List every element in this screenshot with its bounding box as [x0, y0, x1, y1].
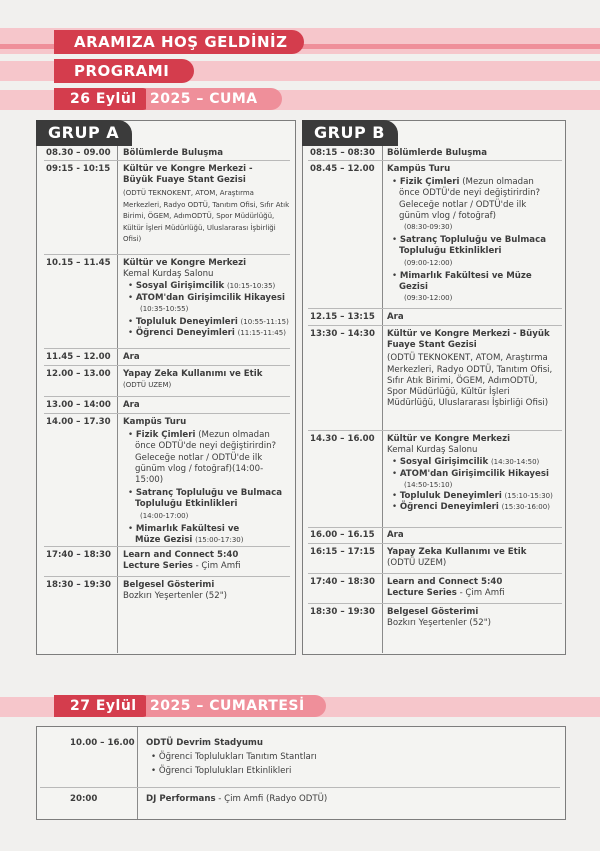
- time-label: 12.15 – 13:15: [310, 312, 375, 322]
- event-title: Bölümlerde Buluşma: [123, 148, 224, 158]
- row-separator: [44, 348, 290, 349]
- time-label: 13.00 – 14:00: [46, 400, 111, 410]
- row-separator: [40, 787, 560, 788]
- session-item: • Öğrenci Deneyimleri (15:30-16:00): [387, 502, 559, 513]
- row-separator: [308, 430, 562, 431]
- session-item: • Sosyal Girişimcilik (10:15-10:35): [123, 281, 293, 292]
- time-label: 20:00: [70, 794, 98, 804]
- event-title: Kampüs Turu: [123, 417, 187, 427]
- row-separator: [44, 365, 290, 366]
- row-separator: [44, 576, 290, 577]
- session-item: • Sosyal Girişimcilik (14:30-14:50): [387, 457, 559, 468]
- time-label: 08.45 – 12.00: [310, 164, 375, 174]
- row-separator: [308, 160, 562, 161]
- session-item: • Mimarlık Fakültesi ve Müze Gezisi (09:30-12:00): [387, 271, 555, 305]
- event-title: Belgesel Gösterimi: [387, 607, 479, 617]
- event-title-2: Lecture Series - Çim Amfi: [387, 588, 505, 599]
- time-label: 16.00 – 16.15: [310, 530, 375, 540]
- row-separator: [308, 603, 562, 604]
- grup-b-divider: [382, 146, 383, 653]
- day2-divider: [137, 727, 138, 819]
- time-label: 08:15 – 08:30: [310, 148, 375, 158]
- grup-b-header: GRUP B: [302, 120, 398, 146]
- time-label: 11.45 – 12.00: [46, 352, 111, 362]
- row-separator: [44, 396, 290, 397]
- program-title: PROGRAMI: [74, 62, 170, 80]
- time-label: 18:30 – 19:30: [310, 607, 375, 617]
- time-label: 10.15 – 11.45: [46, 258, 111, 268]
- session-item: • Öğrenci Toplulukları Tanıtım Stantları: [146, 752, 446, 763]
- event-title: Yapay Zeka Kullanımı ve Etik: [387, 547, 527, 557]
- event-title: Kültür ve Kongre Merkezi - Büyük Fuaye Stant Gezisi: [387, 329, 550, 351]
- day2-weekday: 2025 – CUMARTESİ: [150, 698, 305, 714]
- session-item: • Öğrenci Toplulukları Etkinlikleri: [146, 766, 446, 777]
- event-note: (ODTÜ TEKNOKENT, ATOM, Araştırma Merkezleri, Radyo ODTÜ, Tanıtım Ofisi, Sıfır Atık Birimi, ÖGEM, AdımODTÜ, Spor Müdürlüğü, Kültür İşleri Müdürlüğü, Uluslararası İşbirliği Ofisi): [123, 189, 290, 244]
- session-item: • ATOM'dan Girişimcilik Hikayesi (14:50-15:10): [387, 469, 559, 491]
- row-separator: [308, 308, 562, 309]
- welcome-title: ARAMIZA HOŞ GELDİNİZ: [74, 33, 288, 51]
- event-note: Bozkırı Yeşertenler (52"): [387, 618, 492, 629]
- day1-date: 26 Eylül: [70, 91, 137, 107]
- session-item: • Öğrenci Deneyimleri (11:15-11:45): [123, 328, 293, 339]
- event-title: Learn and Connect 5:40: [123, 550, 239, 560]
- time-label: 08.30 – 09.00: [46, 148, 111, 158]
- event-title-2: Büyük Fuaye Stant Gezisi: [123, 175, 246, 186]
- event-title: DJ Performans: [146, 794, 216, 804]
- event-note: (ODTÜ UZEM): [387, 558, 447, 569]
- time-label: 10.00 – 16.00: [70, 738, 135, 748]
- row-separator: [44, 254, 290, 255]
- time-label: 17:40 – 18:30: [46, 550, 111, 560]
- time-label: 14.30 – 16.00: [310, 434, 375, 444]
- event-note: (ODTÜ UZEM): [123, 381, 172, 390]
- time-label: 16:15 – 17:15: [310, 547, 375, 557]
- event-title: ODTÜ Devrim Stadyumu: [146, 738, 264, 748]
- row-separator: [308, 573, 562, 574]
- row-separator: [308, 543, 562, 544]
- row-separator: [44, 413, 290, 414]
- event-title: Ara: [387, 312, 404, 322]
- event-title: Bölümlerde Buluşma: [387, 148, 488, 158]
- time-label: 18:30 – 19:30: [46, 580, 111, 590]
- day1-weekday: 2025 – CUMA: [150, 91, 258, 107]
- event-venue: Kemal Kurdaş Salonu: [387, 445, 478, 456]
- session-item: • Topluluk Deneyimleri (10:55-11:15): [123, 317, 293, 328]
- event-title: Belgesel Gösterimi: [123, 580, 215, 590]
- event-note: Bozkırı Yeşertenler (52"): [123, 591, 228, 602]
- row-separator: [308, 527, 562, 528]
- time-label: 13:30 – 14:30: [310, 329, 375, 339]
- session-item: • Topluluk Deneyimleri (15:10-15:30): [387, 491, 559, 502]
- grup-a-header: GRUP A: [36, 120, 132, 146]
- session-item: • Satranç Topluluğu ve Bulmaca Topluluğu Etkinlikleri (14:00-17:00): [123, 488, 287, 522]
- session-item: • Fizik Çimleri (Mezun olmadan önce ODTÜ'de neyi değiştirirdin? Geleceğe notlar / ODTÜ'de ilk günüm vlog / fotoğraf) (08:30-09:30): [387, 177, 549, 233]
- row-separator: [308, 325, 562, 326]
- event-note: (ODTÜ TEKNOKENT, ATOM, Araştırma Merkezleri, Radyo ODTÜ, Tanıtım Ofisi, Sıfır Atık Birimi, ÖGEM, AdımODTÜ, Spor Müdürlüğü, Kültür İşleri Müdürlüğü, Uluslararası İşbirliği Ofisi): [387, 353, 553, 409]
- event-title: Yapay Zeka Kullanımı ve Etik: [123, 369, 263, 379]
- time-label: 09:15 - 10:15: [46, 164, 111, 174]
- time-label: 17:40 – 18:30: [310, 577, 375, 587]
- time-label: 12.00 – 13.00: [46, 369, 111, 379]
- row-separator: [44, 546, 290, 547]
- event-title: Kültür ve Kongre Merkezi: [123, 258, 247, 268]
- session-item: • Mimarlık Fakültesi ve Müze Gezisi (15:00-17:30): [123, 524, 259, 546]
- event-title: Kampüs Turu: [387, 164, 451, 174]
- event-title: Learn and Connect 5:40: [387, 577, 503, 587]
- event-title: Ara: [123, 352, 140, 362]
- session-item: • ATOM'dan Girişimcilik Hikayesi (10:35-10:55): [123, 293, 293, 315]
- event-title-2: Lecture Series - Çim Amfi: [123, 561, 241, 572]
- event-note: - Çim Amfi (Radyo ODTÜ): [218, 794, 328, 804]
- event-title: Kültür ve Kongre Merkezi: [387, 434, 511, 444]
- day2-date: 27 Eylül: [70, 698, 137, 714]
- event-title: Ara: [123, 400, 140, 410]
- event-title: Ara: [387, 530, 404, 540]
- session-item: • Satranç Topluluğu ve Bulmaca Topluluğu Etkinlikleri (09:00-12:00): [387, 235, 549, 269]
- time-label: 14.00 – 17.30: [46, 417, 111, 427]
- session-item: • Fizik Çimleri (Mezun olmadan önce ODTÜ'de neyi değiştirirdin? Geleceğe notlar / ODTÜ'de ilk günüm vlog / fotoğraf)(14:00-15:00): [123, 430, 287, 486]
- event-title: Kültür ve Kongre Merkezi -: [123, 164, 253, 174]
- row-separator: [44, 160, 290, 161]
- event-venue: Kemal Kurdaş Salonu: [123, 269, 214, 280]
